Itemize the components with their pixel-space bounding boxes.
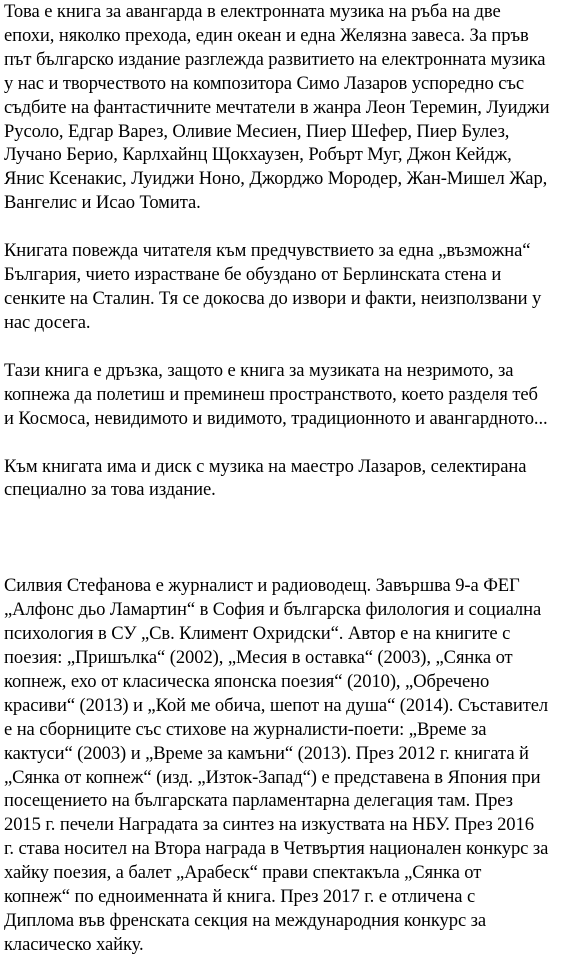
author-bio-paragraph: Силвия Стефанова е журналист и радиоводещ. Завършва 9-а ФЕГ „Алфонс дьо Ламартин“ в София и българска филология и социална психология в СУ „Св. Климент Охридски“. Автор е на книгите с поезия: „Пришълка“ (2002), „Месия в оставка“ (2003), „Сянка от копнеж, ехо от класическа японска поезия“ (2010), „Обречено красиви“ (2013) и „Кой ме обича, шепот на душа“ (2014). Съставител е на сборниците със стихове на журналисти-поети: „Време за кактуси“ (2003) и „Време за камъни“ (2013). През 2012 г. книгата й „Сянка от копнеж“ (изд. „Изток-Запад“) е представена в Япония при посещението на българската парламентарна делегация там. През 2015 г. печели Наградата за синтез на изкуствата на НБУ. През 2016 г. става носител на Втора награда в Четвъртия национален конкурс за хайку поезия, а балет „Арабеск“ прави спектакъла „Сянка от копнеж“ по едноименната й книга. През 2017 г. е отличена с Диплома във френската секция на международния конкурс за класическо хайку.	[4, 575, 549, 955]
cd-note-paragraph: Към книгата има и диск с музика на маестро Лазаров, селектирана специално за това издание.	[4, 455, 527, 501]
book-description-paragraph: Това е книга за авангарда в електронната музика на ръба на две епохи, няколко прехода, един океан и една Желязна завеса. За пръв път българско издание разглежда развитието на електронната музика у нас и творчеството на композитора Симо Лазаров успоредно със съдбите на фантастичните мечтатели в жанра Леон Теремин, Луиджи Русоло, Едгар Варез, Оливие Месиен, Пиер Шефер, Пиер Булез, Лучано Берио, Карлхайнц Щокхаузен, Робърт Муг, Джон Кейдж, Янис Ксенакис, Луиджи Ноно, Джорджо Мородер, Жан-Мишел Жар, Вангелис и Исао Томита.	[4, 1, 550, 214]
book-theme-paragraph: Тази книга е дръзка, защото е книга за музиката на незримото, за копнежа да полетиш и преминеш пространството, което разделя теб и Космоса, невидимото и видимото, традиционното и авангардното...	[4, 359, 548, 429]
book-context-paragraph: Книгата повежда читателя към предчувствието за една „възможна“ България, чието израстване бе обуздано от Берлинската стена и сенките на Сталин. Тя се докосва до извори и факти, неизползвани у нас досега.	[4, 240, 542, 333]
